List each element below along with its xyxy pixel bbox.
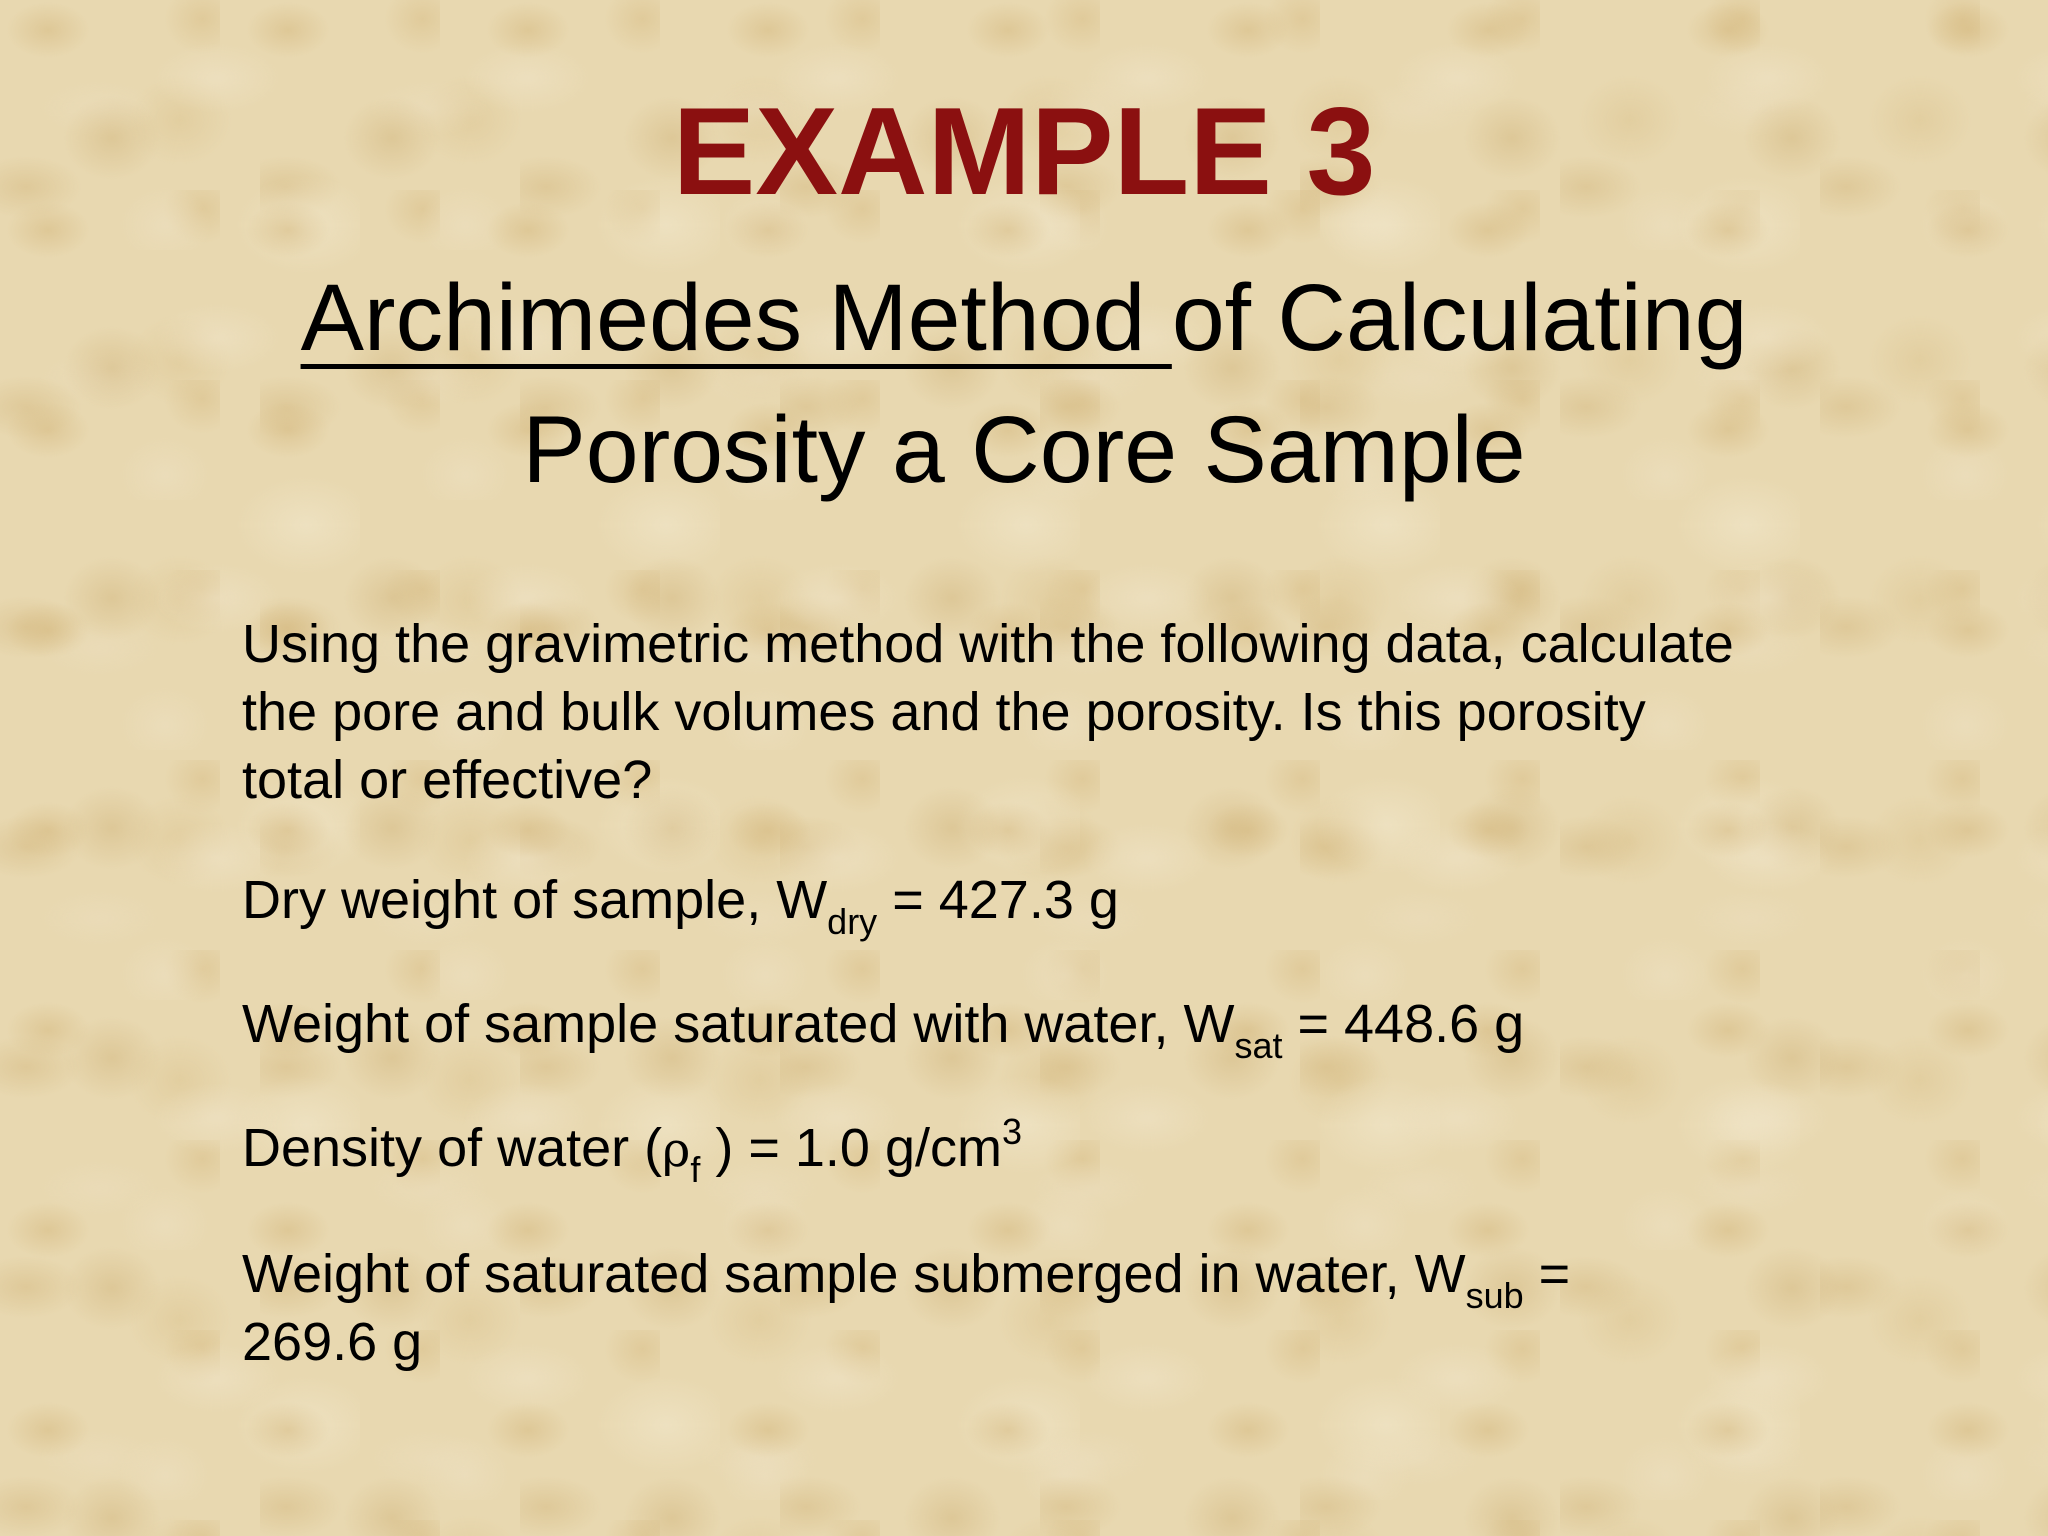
water-density-line (242, 1111, 1742, 1190)
intro-paragraph: Using the gravimetric method with the following data, calculate the pore and bulk volumes and the porosity. Is this porosity total or effective? (242, 614, 1734, 810)
saturated-weight-label: Weight of sample saturated with water, W (242, 994, 1235, 1054)
dry-weight-subscript: dry (827, 901, 878, 942)
submerged-weight-subscript: sub (1465, 1275, 1524, 1316)
dry-weight-label: Dry weight of sample, W (242, 870, 828, 930)
saturated-weight-value: = 448.6 g (1282, 994, 1525, 1054)
submerged-weight-value: = 269.6 g (242, 1244, 1571, 1372)
slide-body (242, 610, 1742, 1376)
subtitle-underlined-text: Archimedes Method (300, 265, 1172, 371)
water-density-label: Density of water ( (242, 1118, 663, 1178)
slide-subtitle (0, 252, 2048, 516)
subtitle-line-2: Porosity a Core Sample (522, 397, 1526, 503)
rho-symbol: ρ (662, 1122, 691, 1178)
saturated-weight-line (242, 990, 1742, 1066)
submerged-weight-label: Weight of saturated sample submerged in water, W (242, 1244, 1466, 1304)
subtitle-rest-text: of Calculating (1171, 265, 1748, 371)
water-density-value: ) = 1.0 g/cm (700, 1118, 1002, 1178)
slide-title: EXAMPLE 3 (672, 83, 1376, 221)
dry-weight-line (242, 866, 1742, 942)
saturated-weight-subscript: sat (1234, 1025, 1283, 1066)
subtitle-line-1 (0, 252, 2048, 384)
rho-subscript: f (690, 1149, 701, 1190)
cubed-superscript: 3 (1002, 1111, 1023, 1152)
dry-weight-value: = 427.3 g (877, 870, 1119, 930)
submerged-weight-line (242, 1240, 1682, 1376)
